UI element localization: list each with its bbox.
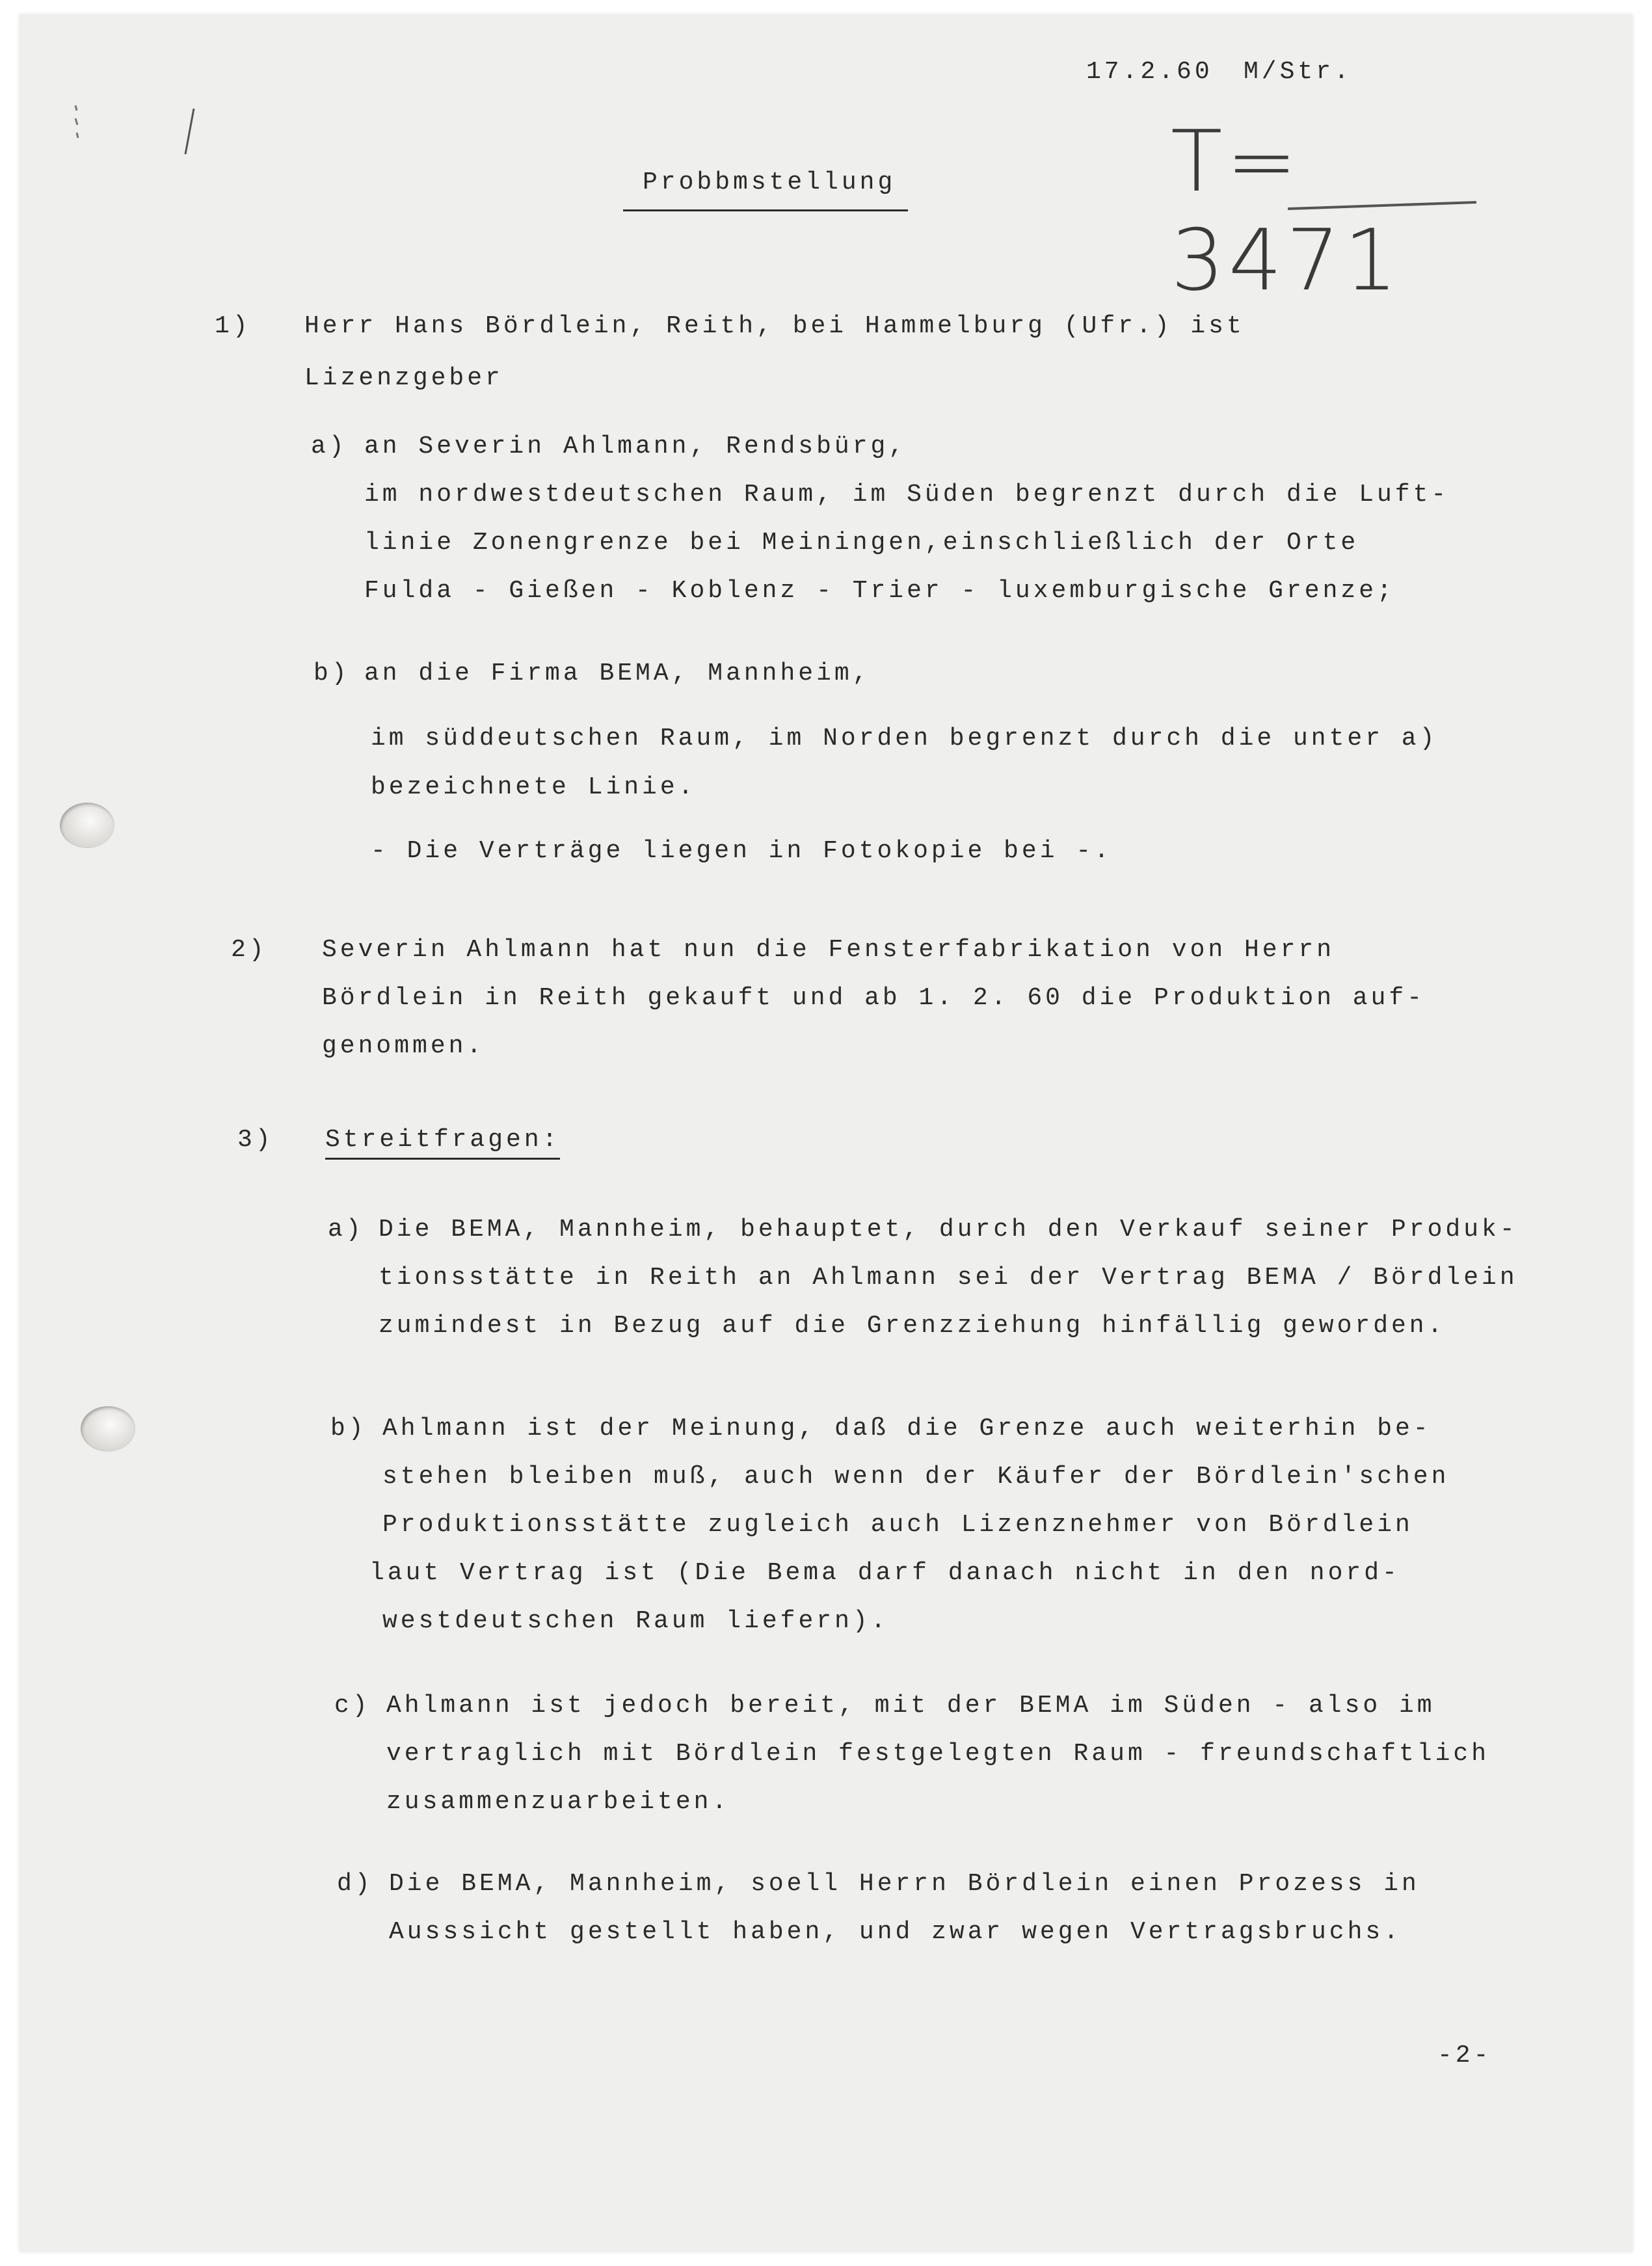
section-3a-line: zumindest in Bezug auf die Grenzziehung hinfällig geworden. <box>379 1312 1446 1340</box>
section-3a-line: tionsstätte in Reith an Ahlmann sei der Vertrag BEMA / Bördlein <box>379 1264 1518 1292</box>
section-1b-label: b) <box>313 660 350 687</box>
page-title: Probbmstellung <box>643 168 896 196</box>
section-3c-label: c) <box>334 1692 371 1720</box>
section-3a-label: a) <box>328 1216 364 1244</box>
section-3c-line: vertraglich mit Bördlein festgelegten Raum - freundschaftlich <box>386 1740 1490 1768</box>
document-page <box>20 14 1632 2252</box>
section-3b-line: Ahlmann ist der Meinung, daß die Grenze auch weiterhin be- <box>382 1415 1432 1443</box>
margin-pencil-marks <box>52 79 208 209</box>
page-marker: -2- <box>1437 2042 1492 2070</box>
section-3b-line: Produktionsstätte zugleich auch Lizenznehmer von Bördlein <box>382 1511 1413 1539</box>
punch-hole-upper <box>60 803 114 848</box>
section-1b-line: im süddeutschen Raum, im Norden begrenzt durch die unter a) <box>371 725 1438 753</box>
section-3b-label: b) <box>330 1415 367 1443</box>
section-1a-line: linie Zonengrenze bei Meiningen,einschließlich der Orte <box>364 529 1359 557</box>
section-2-line: Severin Ahlmann hat nun die Fensterfabrikation von Herrn <box>322 936 1335 964</box>
section-3d-line: Die BEMA, Mannheim, soell Herrn Bördlein einen Prozess in <box>389 1870 1420 1898</box>
section-1-number: 1) <box>215 312 251 340</box>
section-1b-line: bezeichnete Linie. <box>371 773 697 801</box>
section-3c-line: Ahlmann ist jedoch bereit, mit der BEMA im Süden - also im <box>386 1692 1435 1720</box>
section-3d-line: Ausssicht gestellt haben, und zwar wegen Vertragsbruchs. <box>389 1918 1402 1946</box>
section-3c-line: zusammenzuarbeiten. <box>386 1788 730 1816</box>
section-3b-line: westdeutschen Raum liefern). <box>382 1607 889 1635</box>
section-3b-line: laut Vertrag ist (Die Bema darf danach nicht in den nord- <box>369 1559 1400 1587</box>
section-1b-line: - Die Verträge liegen in Fotokopie bei -. <box>371 837 1112 865</box>
section-1a-line: an Severin Ahlmann, Rendsbürg, <box>364 433 907 460</box>
section-2-line: genommen. <box>322 1032 485 1060</box>
section-1a-label: a) <box>311 433 347 460</box>
section-2-line: Bördlein in Reith gekauft und ab 1. 2. 60 die Produktion auf- <box>322 984 1426 1012</box>
section-1a-line: Fulda - Gießen - Koblenz - Trier - luxemburgische Grenze; <box>364 577 1395 605</box>
handwritten-number <box>1171 112 1496 310</box>
section-3a-line: Die BEMA, Mannheim, behauptet, durch den Verkauf seiner Produk- <box>379 1216 1518 1244</box>
section-3-heading: Streitfragen: <box>325 1128 560 1160</box>
section-1b-line: an die Firma BEMA, Mannheim, <box>364 660 871 687</box>
section-1-line: Herr Hans Bördlein, Reith, bei Hammelburg (Ufr.) ist <box>304 312 1245 340</box>
section-1-line: Lizenzgeber <box>304 364 503 392</box>
title-underline <box>623 209 908 211</box>
header-date: 17.2.60 <box>1086 58 1213 86</box>
section-1a-line: im nordwestdeutschen Raum, im Süden begrenzt durch die Luft- <box>364 481 1450 509</box>
header-initials: M/Str. <box>1244 58 1352 86</box>
section-3b-line: stehen bleiben muß, auch wenn der Käufer der Bördlein'schen <box>382 1463 1450 1491</box>
handwritten-number-text: T= 3471 <box>1171 112 1402 310</box>
section-3-number: 3) <box>237 1126 274 1154</box>
punch-hole-lower <box>81 1406 135 1452</box>
section-2-number: 2) <box>231 936 267 964</box>
section-3d-label: d) <box>337 1870 373 1898</box>
